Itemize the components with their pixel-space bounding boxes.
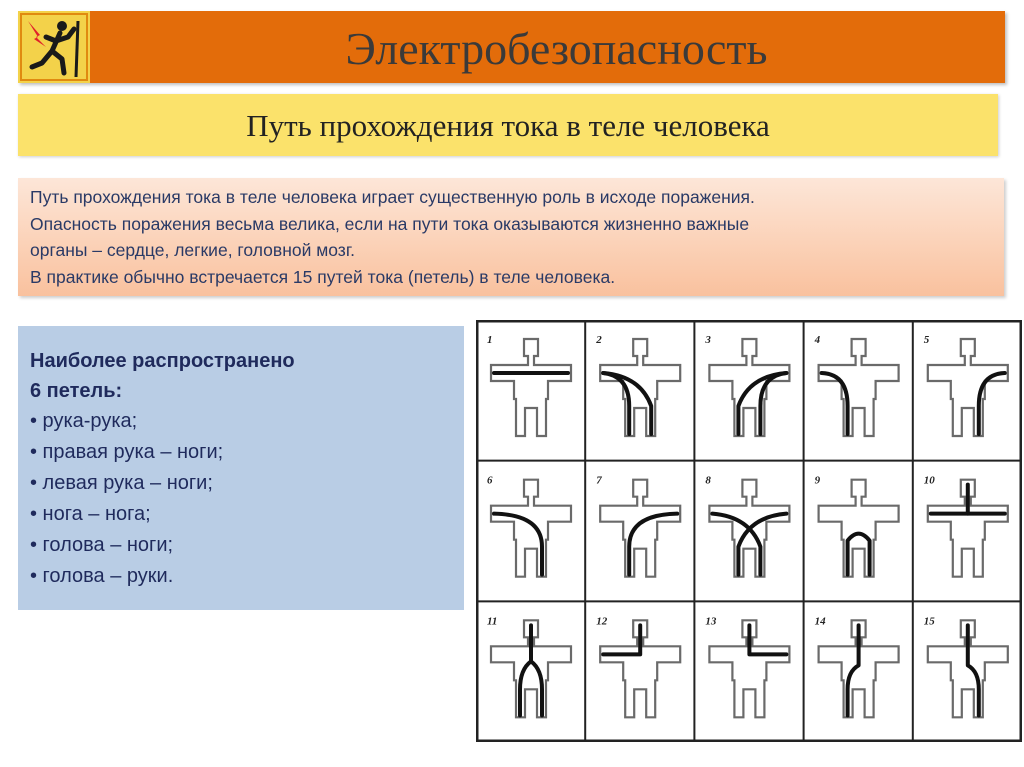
panel-number: 6 [487,474,493,487]
panel-number: 2 [596,334,602,346]
panel-number: 9 [814,474,821,487]
list-item: • голова – ноги; [30,534,174,556]
panel-number: 11 [487,615,498,628]
current-paths-diagram [476,320,1022,742]
loops-list [30,406,452,592]
list-heading: 6 петель: [30,380,123,402]
subtitle-bar [18,94,998,156]
intro-line: В практике обычно встречается 15 путей тока (петель) в теле человека. [30,266,616,287]
list-item: • нога – нога; [30,503,151,525]
intro-line: Путь прохождения тока в теле человека играет существенную роль в исходе поражения. [30,187,755,207]
panel-number: 13 [705,615,717,628]
page-title: Электробезопасность [345,23,768,74]
list-heading: Наиболее распространено [30,350,295,372]
panel-number: 15 [923,615,935,628]
list-item: • голова – руки. [30,565,174,587]
panel-number: 5 [923,334,930,346]
list-item: • рука-рука; [30,410,138,432]
panel-number: 7 [596,474,602,487]
current-paths-figure [476,320,1022,742]
list-item: • левая рука – ноги; [30,472,213,494]
panel-number: 4 [814,334,821,346]
panel-number: 10 [923,474,935,487]
panel-number: 3 [705,334,711,346]
intro-text-box [18,178,1004,296]
panel-number: 14 [814,615,826,628]
title-bar [18,11,1005,83]
list-item: • правая рука – ноги; [30,441,224,463]
slide-subtitle: Путь прохождения тока в теле человека [246,108,770,143]
panel-number: 1 [487,334,493,346]
common-loops-box [18,326,464,610]
panel-number: 8 [705,474,711,487]
electric-shock-warning-icon [18,11,90,83]
intro-line: органы – сердце, легкие, головной мозг. [30,240,355,260]
intro-line: Опасность поражения весьма велика, если на пути тока оказываются жизненно важные [30,213,750,234]
panel-number: 12 [596,615,608,628]
